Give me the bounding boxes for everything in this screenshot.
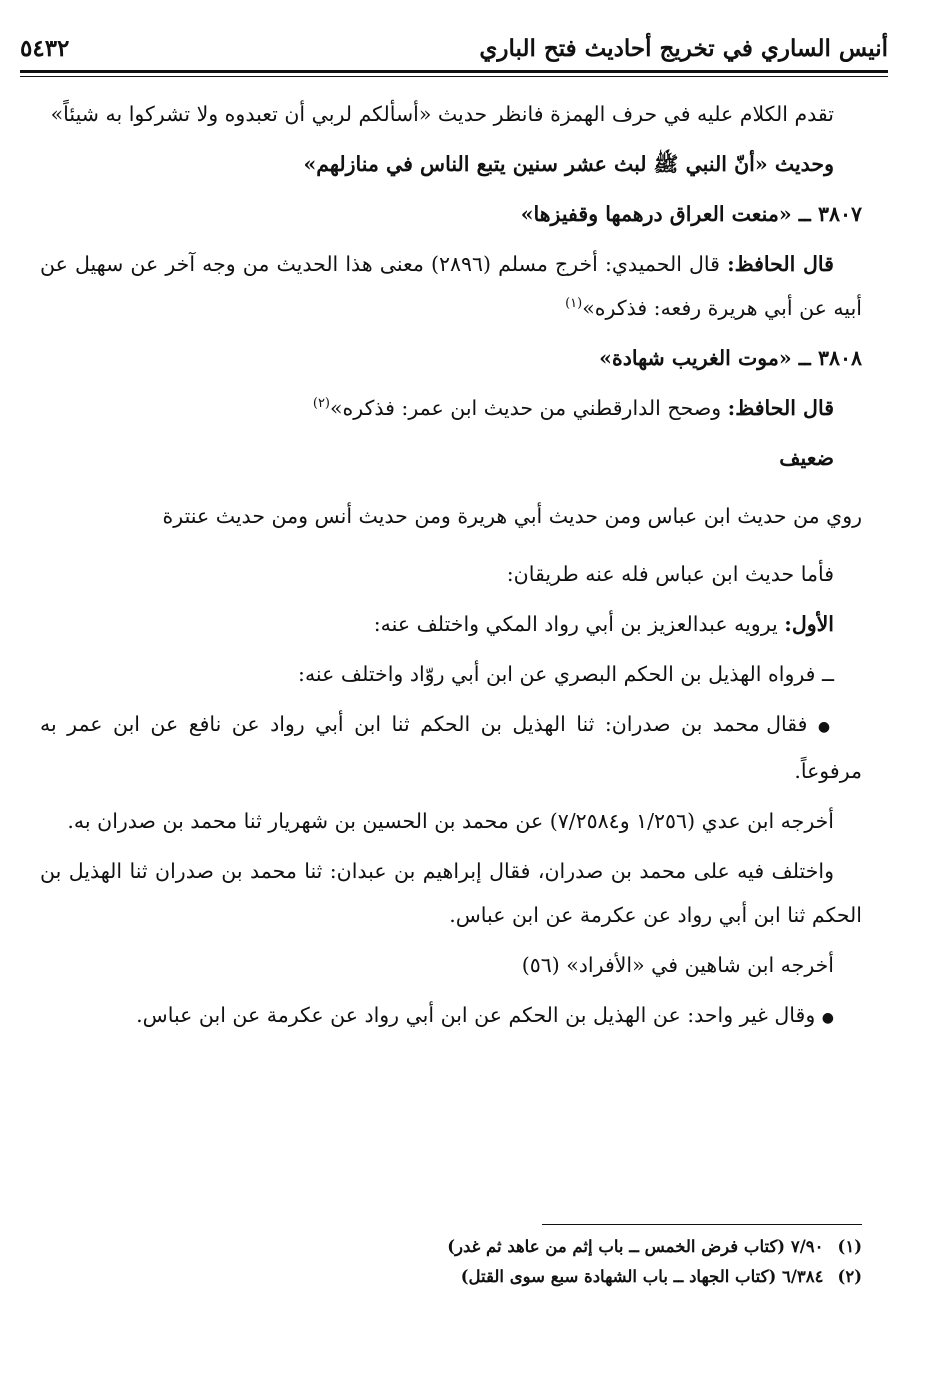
footnote-number: (٢) — [837, 1267, 862, 1286]
footnote-divider — [542, 1224, 862, 1225]
hafiz-text: قال الحميدي: أخرج مسلم (٢٨٩٦) معنى هذا الحديث من وجه آخر عن سهيل عن أبيه عن أبي هريرة رفعه: فذكره» — [40, 252, 862, 320]
hafiz-text: وصحح الدارقطني من حديث ابن عمر: فذكره» — [330, 396, 722, 420]
paragraph-narrations: روي من حديث ابن عباس ومن حديث أبي هريرة ومن حديث أنس ومن حديث عنترة — [162, 504, 862, 528]
paragraph-hafiz-3807 — [40, 242, 862, 330]
paragraph-ghayr-wahid: ● وقال غير واحد: عن الهذيل بن الحكم عن ابن أبي رواد عن عكرمة عن ابن عباس. — [136, 1003, 834, 1027]
paragraph-second-hadith: وحديث «أنّ النبي ﷺ لبث عشر سنين يتبع الناس في منازلهم» — [303, 152, 834, 176]
footnote-ref-1[interactable]: (١) — [565, 296, 583, 312]
page-header — [20, 28, 888, 68]
first-label: الأول: — [784, 612, 834, 636]
hafiz-label: قال الحافظ: — [727, 252, 834, 276]
footnote-ref-2[interactable]: (٢) — [312, 396, 330, 412]
paragraph-cross-reference: تقدم الكلام عليه في حرف الهمزة فانظر حديث «أسألكم لربي أن تعبدوه ولا تشركوا به شيئاً» — [50, 102, 834, 126]
paragraph-hudhayl: ــ فرواه الهذيل بن الحكم البصري عن ابن أبي روّاد واختلف عنه: — [298, 662, 834, 686]
page-number: ٥٤٣٢ — [20, 34, 70, 62]
paragraph-ibn-adi: أخرجه ابن عدي (١/٢٥٦ و٧/٢٥٨٤) عن محمد بن الحسين بن شهريار ثنا محمد بن صدران به. — [67, 809, 834, 833]
header-rule — [20, 70, 888, 77]
footnotes — [40, 1232, 862, 1292]
hadith-heading-3808: ٣٨٠٨ ــ «موت الغريب شهادة» — [599, 346, 862, 370]
paragraph-ikhtilaf: واختلف فيه على محمد بن صدران، فقال إبراهيم بن عبدان: ثنا محمد بن صدران ثنا الهذيل بن الحكم ثنا ابن أبي رواد عن عكرمة عن ابن عباس. — [40, 859, 862, 927]
grade-label: ضعيف — [779, 446, 834, 470]
footnote-number: (١) — [837, 1237, 862, 1256]
hadith-heading-3807: ٣٨٠٧ ــ «منعت العراق درهمها وقفيزها» — [520, 202, 862, 226]
bullet-icon: ● — [817, 719, 834, 735]
bullet-icon: ● — [821, 1010, 834, 1026]
paragraph-hafiz-3808 — [40, 386, 862, 430]
paragraph-ibn-shahin: أخرجه ابن شاهين في «الأفراد» (٥٦) — [521, 953, 834, 977]
footnote-text: ٦/٣٨٤ (كتاب الجهاد ــ باب الشهادة سبع سوى القتل) — [460, 1267, 824, 1286]
main-text — [40, 92, 862, 1046]
hafiz-label: قال الحافظ: — [727, 396, 834, 420]
paragraph-ibn-abbas-routes: فأما حديث ابن عباس فله عنه طريقان: — [506, 562, 834, 586]
paragraph-first-route: الأول: يرويه عبدالعزيز بن أبي رواد المكي واختلف عنه: — [373, 612, 834, 636]
footnote-1 — [40, 1232, 862, 1262]
running-title: أنيس الساري في تخريج أحاديث فتح الباري — [479, 34, 888, 62]
paragraph-sadran: ● فقال محمد بن صدران: ثنا الهذيل بن الحكم ثنا ابن أبي رواد عن نافع عن ابن عمر به مرفوعاً. — [40, 712, 862, 783]
footnote-2 — [40, 1262, 862, 1292]
footnote-text: ٧/٩٠ (كتاب فرض الخمس ــ باب إثم من عاهد ثم غدر) — [447, 1237, 824, 1256]
